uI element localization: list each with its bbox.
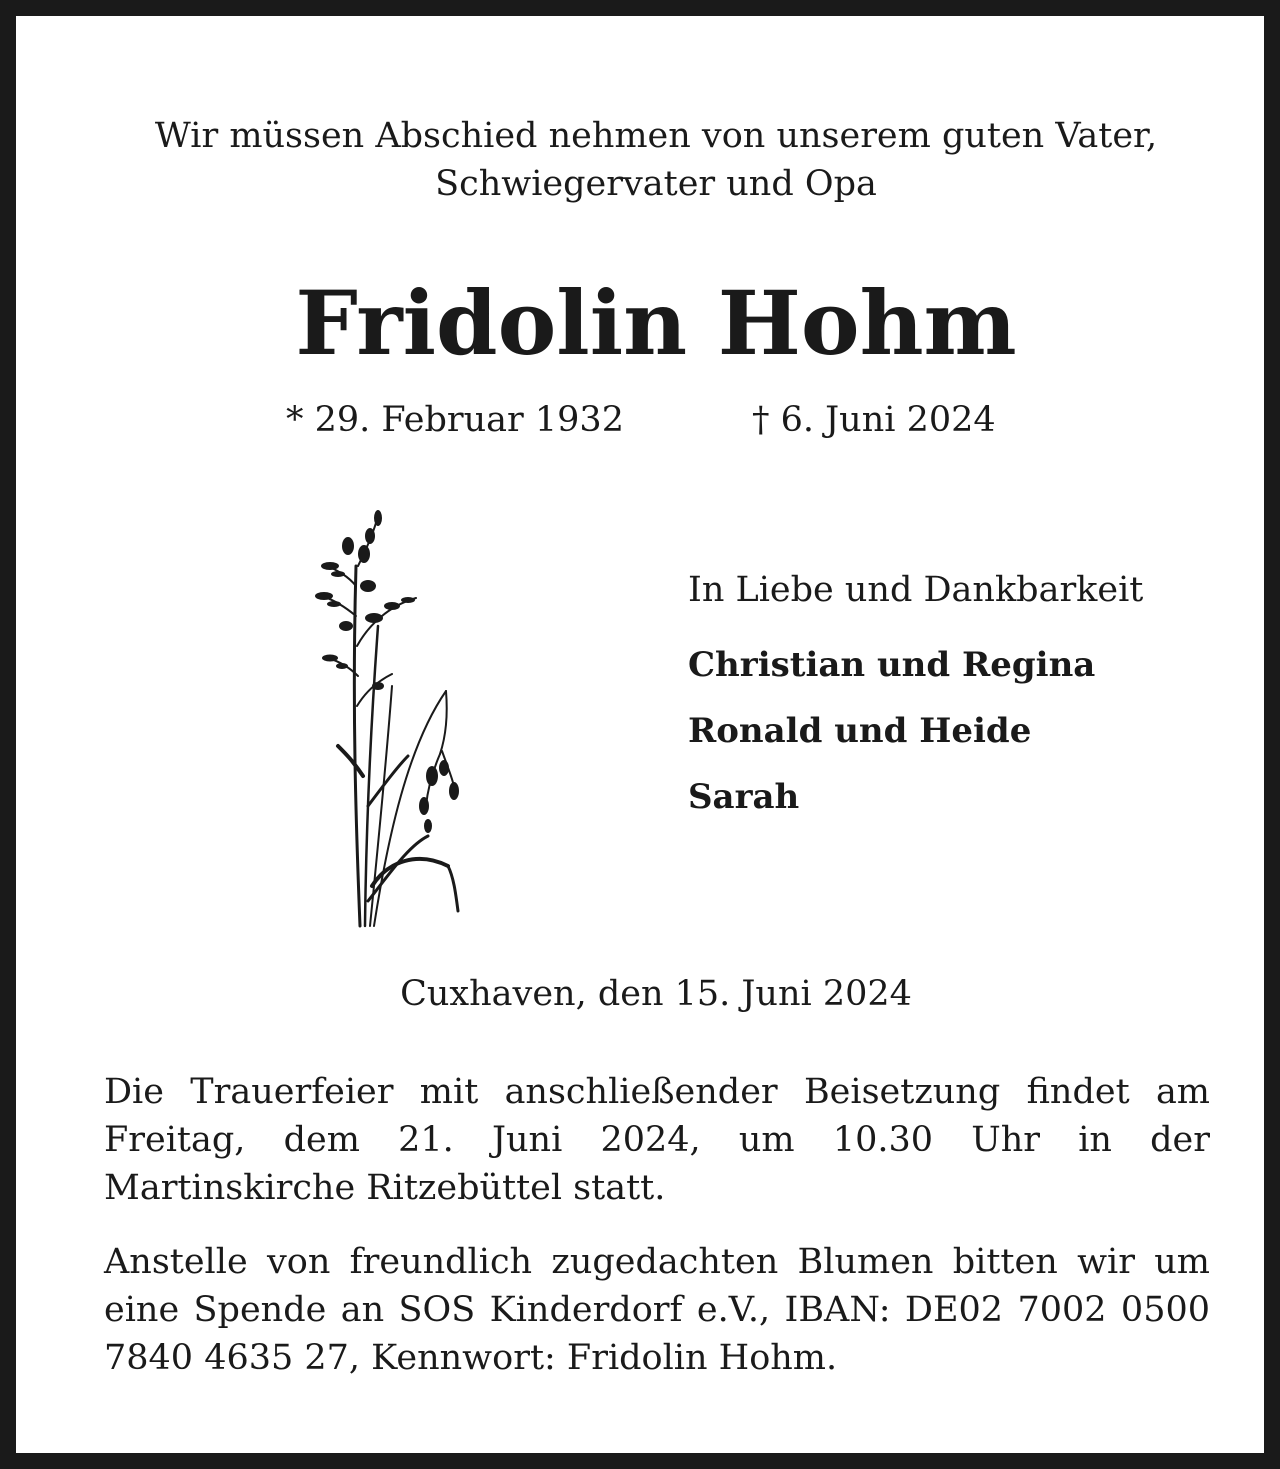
place-and-date: Cuxhaven, den 15. Juni 2024 (400, 974, 912, 1014)
intro-text (76, 112, 1236, 208)
intro-line-1: Wir müssen Abschied nehmen von unserem guten Vater, (154, 116, 1158, 156)
death-date: † 6. Juni 2024 (752, 400, 996, 440)
ceremony-paragraph: Die Trauerfeier mit anschließender Beisetzung findet am Freitag, dem 21. Juni 2024, um 10.30 Uhr in der Martinskirche Ritzebüttel statt. (104, 1072, 1210, 1208)
mourner-name: Christian und Regina (688, 645, 1096, 685)
donation-paragraph: Anstelle von freundlich zugedachten Blumen bitten wir um eine Spende an SOS Kinderdorf e.V., IBAN: DE02 7002 0500 7840 4635 27, Kennwort: Fridolin Hohm. (104, 1242, 1210, 1378)
birth-date: * 29. Februar 1932 (286, 400, 624, 440)
mourners-heading: In Liebe und Dankbarkeit (688, 570, 1144, 610)
intro-line-2: Schwiegervater und Opa (435, 164, 877, 204)
mourner-name: Sarah (688, 777, 800, 817)
grass-stalk-icon (308, 506, 468, 931)
deceased-name: Fridolin Hohm (295, 271, 1017, 375)
mourner-name: Ronald und Heide (688, 711, 1032, 751)
